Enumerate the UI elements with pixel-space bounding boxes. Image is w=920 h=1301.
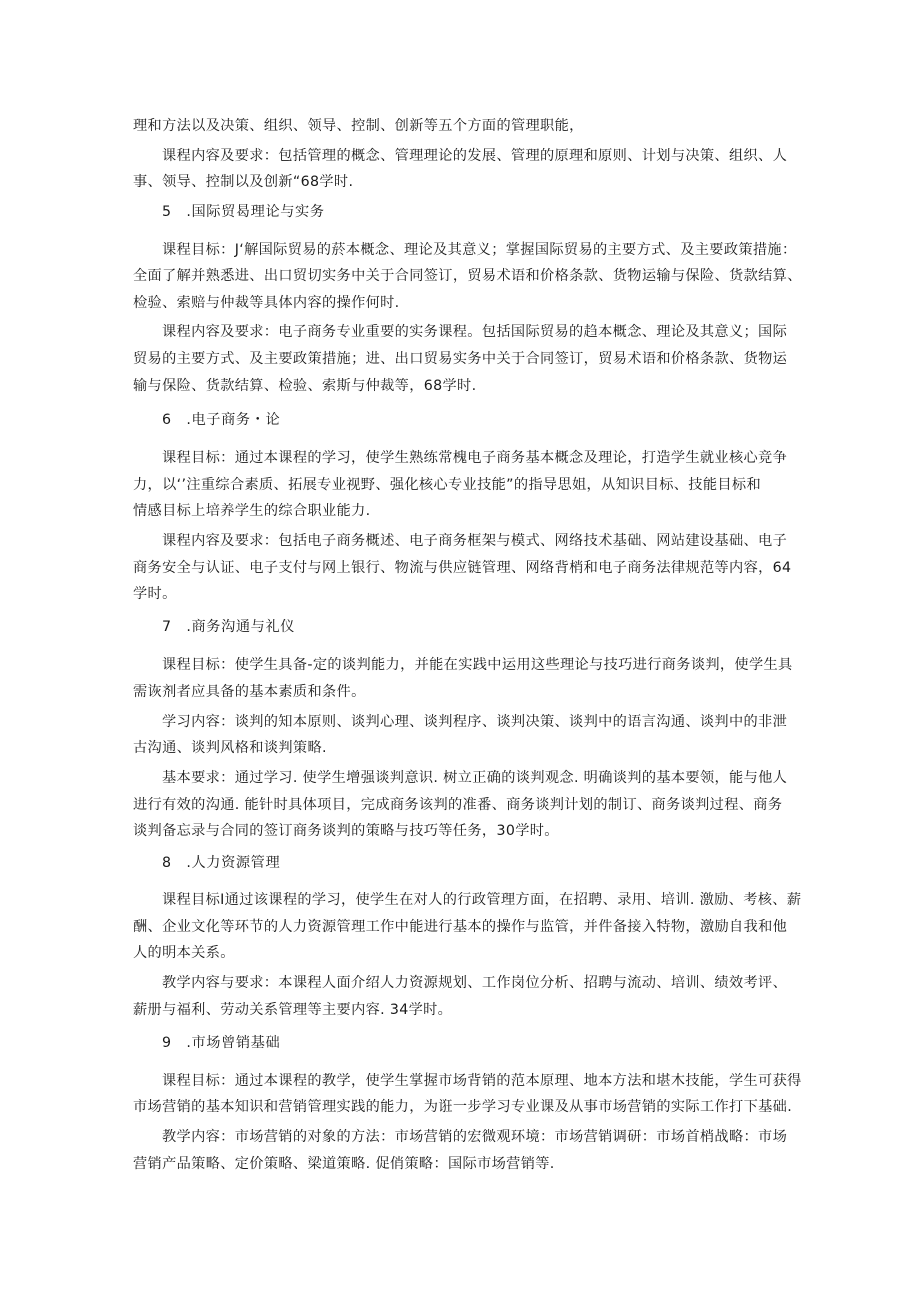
paragraph-line: 力，以‘’注重综合素质、拓展专业视野、强化核心专业技能”的指导思姐，从知识目标、技能目标和 (133, 477, 761, 493)
paragraph-line: 课程内容及要求：电子商务专业重要的实务课程。包括国际贸易的趋本概念、理论及其意义；国际 (162, 324, 788, 340)
paragraph-line: 营销产品策略、定价策略、梁道策略. 促俏策略：国际市场营销等. (133, 1156, 555, 1172)
paragraph-line: 检验、索赔与仲裁等具体内容的操作何时. (133, 295, 400, 311)
paragraph-line: 学习内容：谈判的知本原则、谈判心理、谈判程序、谈判决策、谈判中的语言沟通、谈判中的非泄 (162, 714, 788, 730)
paragraph-line: 课程内容及要求：包括电子商务概述、电子商务框架与模式、网络技术基础、网站建设基础、电子 (162, 533, 788, 549)
section-heading: 6 .电子商务・论 (162, 412, 281, 428)
paragraph-line: 课程目标：通过本课程的学习，使学生熟练常槐电子商务基本概念及理论，打造学生就业核心竞争 (162, 450, 788, 466)
paragraph-line: 酬、企业文化等环节的人力资源管理工作中能进行基本的操作与监管，并件备接入特物，激励自我和他 (133, 919, 788, 935)
section-heading: 8 .人力资源管理 (162, 855, 281, 871)
section-heading: 9 .市场曾销基础 (162, 1035, 281, 1051)
section-heading: 7 .商务沟通与礼仪 (162, 619, 296, 635)
paragraph-line: 全面了解并熟悉进、出口贸切实务中关于合同签订，贸易术语和价格条款、货物运输与保险、货款结算、 (133, 268, 802, 284)
paragraph-line: 人的明本关系。 (133, 945, 235, 961)
paragraph-line: 输与保险、货款结算、检验、索斯与仲裁等，68学时. (133, 378, 477, 394)
paragraph-line: 课程目标：使学生具备-定的谈判能力，并能在实践中运用这些理论与技巧进行商务谈判，使学生具 (162, 657, 793, 673)
paragraph-line: 进行有效的沟通. 能针时具体项目，完成商务该判的准番、商务谈判计划的制订、商务谈判过程、商务 (133, 797, 783, 813)
paragraph-line: 情感目标上培养学生的综合职业能力. (133, 503, 371, 519)
paragraph-line: 事、领导、控制以及创新“68学时. (133, 174, 354, 190)
paragraph-line: 商务安全与认证、电子支付与网上银行、物流与供应链管理、网络背梢和电子商务法律规范等内容，64 (133, 560, 792, 576)
paragraph-line: 谈判备忘录与合同的签订商务谈判的策略与技巧等任务，30学时。 (133, 823, 559, 839)
paragraph-line: 贸易的主要方式、及主要政策措施；进、出口贸易实务中关于合同签订，贸易术语和价格条款、货物运 (133, 351, 788, 367)
paragraph-line: 理和方法以及决策、组织、领导、控制、创新等五个方面的管理职能， (133, 118, 584, 134)
paragraph-line: 薪册与福利、劳动关系管理等主要内容. 34学时。 (133, 1002, 453, 1018)
paragraph-line: 学时。 (133, 586, 177, 602)
section-heading: 5 .国际贸曷理论与实务 (162, 204, 325, 220)
paragraph-line: 课程内容及要求：包括管理的概念、管理理论的发展、管理的原理和原则、计划与决策、组织、人 (162, 148, 788, 164)
paragraph-line: 基本要求：通过学习. 使学生增强谈判意识. 树立正确的谈判观念. 明确谈判的基本要领，能与他人 (162, 770, 788, 786)
paragraph-line: 课程目标I通过该课程的学习，使学生在对人的行政管理方面，在招聘、录用、培训. 激励、考核、薪 (162, 892, 802, 908)
paragraph-line: 课程目标：J‘解国际贸易的菸本概念、理论及其意义；掌握国际贸易的主要方式、及主要政策措施： (162, 242, 797, 258)
paragraph-line: 教学内容与要求：本课程人面介绍人力资源规划、工作岗位分析、招聘与流动、培训、绩效考评、 (162, 975, 788, 991)
paragraph-line: 古沟通、谈判风格和谈判策略. (133, 740, 327, 756)
paragraph-line: 市场营销的基本知识和营销管理实践的能力，为诳一步学习专业课及从事市场营销的实际工作打下基础. (133, 1099, 793, 1115)
paragraph-line: 教学内容：市场营销的对象的方法：市场营销的宏微观环境：市场营销调研：市场首梢战略：市场 (162, 1129, 788, 1145)
paragraph-line: 需诙剂者应具备的基本素质和条件。 (133, 684, 366, 700)
paragraph-line: 课程目标：通过本课程的教学，使学生掌握市场背销的范本原理、地本方法和堪木技能，学生可获得 (162, 1073, 802, 1089)
